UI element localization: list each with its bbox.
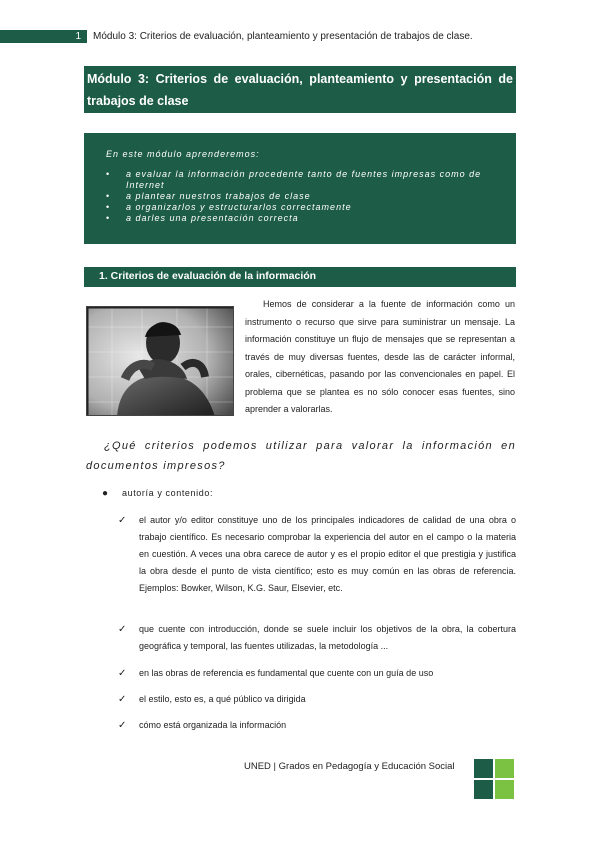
criteria-check-item [118,691,516,708]
page-header [0,30,599,43]
objective-item: • a organizarlos y estructurarlos correctamente [106,202,506,213]
criteria-check-item [118,621,516,655]
objectives-box [84,133,516,244]
evaluation-question [86,436,516,476]
logo-square-light [495,780,514,799]
objective-item: • a plantear nuestros trabajos de clase [106,191,506,202]
module-title: Módulo 3: Criterios de evaluación, planteamiento y presentación de trabajos de clase [84,66,516,113]
criteria-check-text: el autor y/o editor constituye uno de los principales indicadores de calidad de una obra o trabajo científico. Es necesario comprobar la experiencia del autor en el campo o la materia en cuestión. A veces una obra carece de autor y es el propio editor el que prestigia y justifica la obra desde el punto de vista científico; esto es muy común en las obras de referencia. Ejemplos: Bowker, Wilson, K.G. Saur, Elsevier, etc. [139,515,516,593]
logo-square-dark [474,759,493,778]
intro-paragraph [245,296,515,419]
checkmark-icon: ✓ [118,515,127,526]
objective-item: • a darles una presentación correcta [106,213,506,224]
bullet-dot-icon: ● [102,488,109,499]
criteria-check-item [118,665,516,682]
criteria-check-item [118,717,516,734]
section-title: 1. Criterios de evaluación de la información [84,267,516,287]
uned-logo [474,759,516,799]
criteria-check-text: que cuente con introducción, donde se suele incluir los objetivos de la obra, la cobertura geográfica y temporal, las fuentes utilizadas, la metodología ... [139,624,516,651]
objective-item: • a evaluar la información procedente tanto de fuentes impresas como de Internet [106,169,506,191]
checkmark-icon: ✓ [118,694,127,705]
checkmark-icon: ✓ [118,668,127,679]
criteria-check-text: el estilo, esto es, a qué público va dirigida [139,694,306,704]
evaluation-question-text: ¿Qué criterios podemos utilizar para valorar la información en documentos impresos? [86,440,516,472]
page-number: 1 [0,30,87,43]
logo-square-dark [474,780,493,799]
checkmark-icon: ✓ [118,720,127,731]
criteria-main-label: autoría y contenido: [122,488,214,498]
criteria-check-item [118,512,516,597]
objectives-intro: En este módulo aprenderemos: [106,149,260,159]
logo-square-light [495,759,514,778]
section-photo [86,306,234,416]
criteria-check-text: cómo está organizada la información [139,720,287,730]
objectives-list [106,169,506,224]
running-title: Módulo 3: Criterios de evaluación, planteamiento y presentación de trabajos de clase. [93,31,473,42]
footer-text: UNED | Grados en Pedagogía y Educación Social [244,761,455,772]
man-photo-illustration [87,307,234,416]
checkmark-icon: ✓ [118,624,127,635]
criteria-check-text: en las obras de referencia es fundamental que cuente con un guía de uso [139,668,434,678]
intro-paragraph-text: Hemos de considerar a la fuente de información como un instrumento o recurso que sirve para suministrar un mensaje. La información constituye un flujo de mensajes que se representan a través de muy diversas fuentes, desde las de carácter informal, orales, cibernéticas, pasando por las convencionales en papel. El problema que se plantea es no sólo conocer esas fuentes, sino aprender a valorarlas. [245,299,515,414]
